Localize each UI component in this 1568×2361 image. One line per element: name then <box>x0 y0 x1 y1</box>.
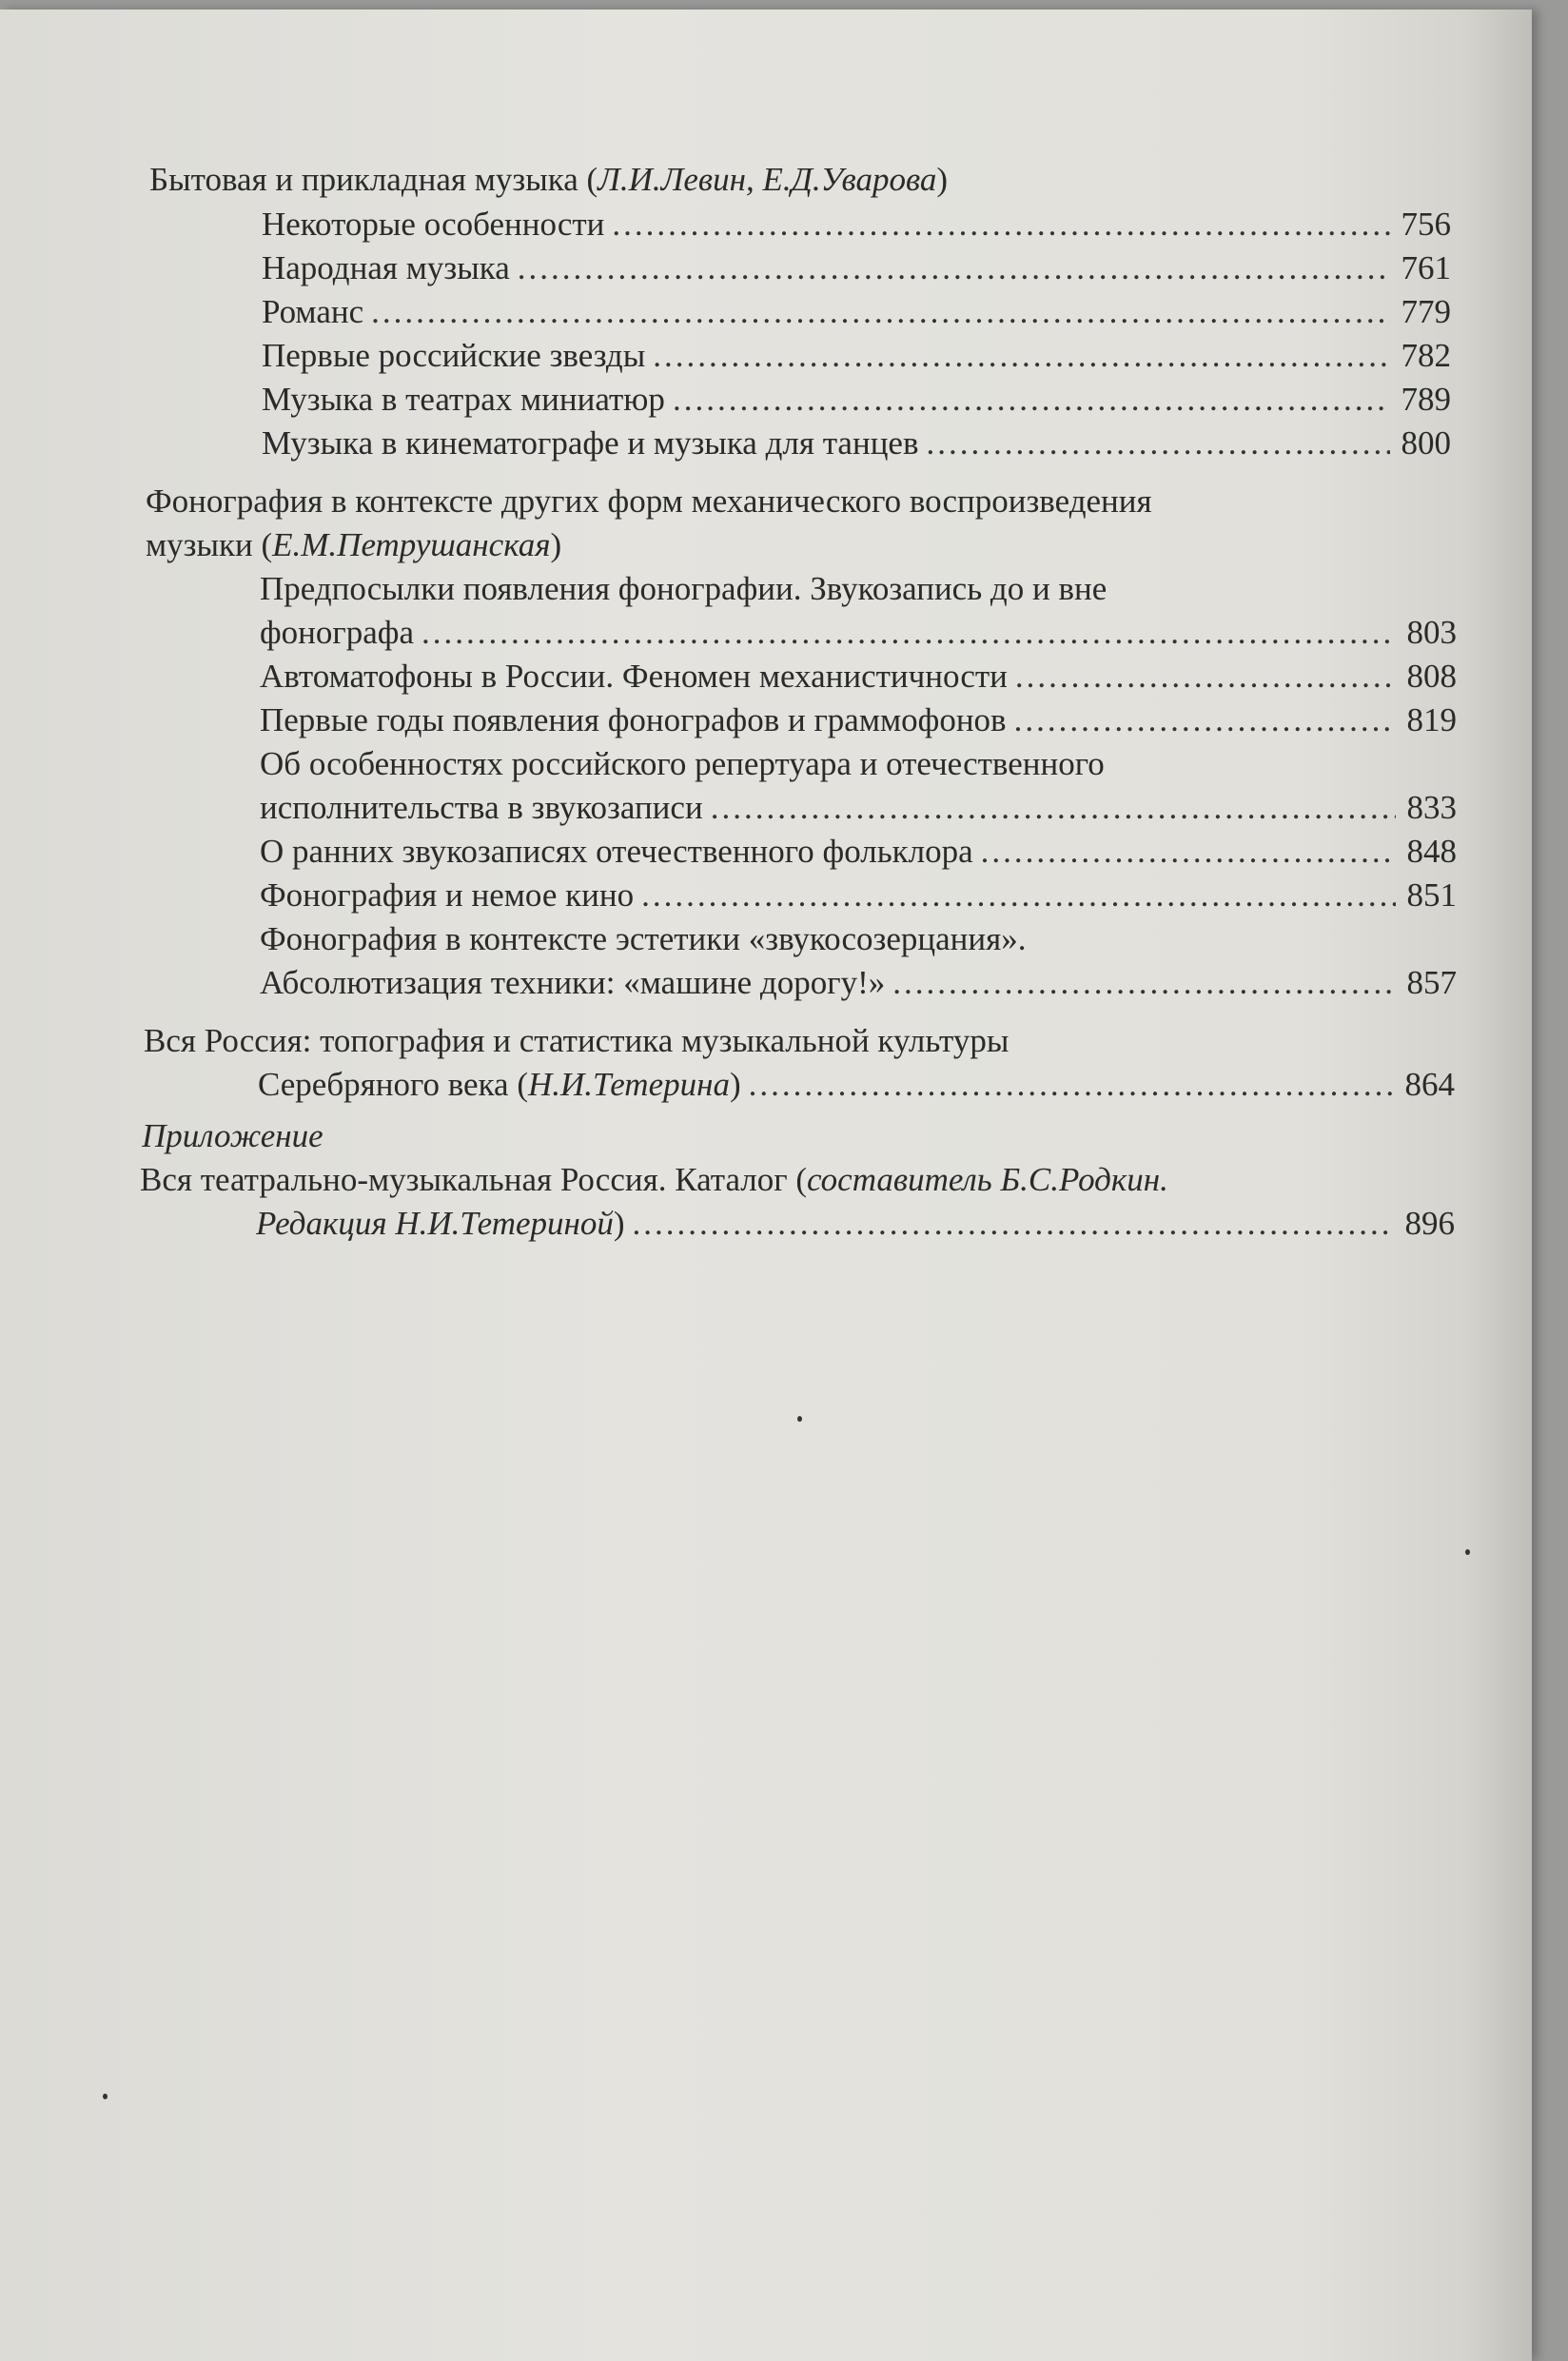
entry-title: О ранних звукозаписях отечественного фольклора <box>260 833 973 870</box>
page-number: 800 <box>1401 424 1451 462</box>
appendix-heading-text: Приложение <box>142 1117 323 1154</box>
page-number: 779 <box>1401 293 1451 330</box>
toc-entry <box>262 290 1451 334</box>
entry-title: Некоторые особенности <box>262 206 605 243</box>
section-heading: Бытовая и прикладная музыка ( Л.И.Левин, Е.Д.Уварова ) <box>149 158 1453 202</box>
section-title: Вся Россия: топография и статистика музыкальной культуры <box>144 1022 1009 1059</box>
entry-title: Об особенностях российского репертуара и отечественного <box>260 745 1105 782</box>
section-title: Фонография в контексте других форм механического воспроизведения <box>146 482 1152 520</box>
toc-entry: Редакция Н.И.Тетериной ) ..... 896 <box>256 1202 1455 1246</box>
page-number: 896 <box>1404 1205 1455 1242</box>
appendix-editor: Редакция Н.И.Тетериной <box>256 1205 614 1242</box>
leader-dots <box>711 786 1396 830</box>
section-authors: Е.М.Петрушанская <box>272 526 551 563</box>
entry-title: фонографа <box>260 614 415 651</box>
appendix-title-text: Вся театрально-музыкальная Россия. Каталог <box>140 1161 788 1198</box>
toc-entry <box>260 874 1457 917</box>
page-number: 833 <box>1406 789 1457 826</box>
toc-entry <box>260 786 1457 830</box>
appendix-editor: составитель Б.С.Родкин. <box>807 1161 1168 1198</box>
page-number: 848 <box>1406 833 1457 870</box>
toc-entry <box>260 742 1457 786</box>
appendix-heading <box>142 1114 1455 1158</box>
section-heading <box>146 480 1459 523</box>
entry-title: Автоматофоны в России. Феномен механистичности <box>260 658 1008 695</box>
entry-title: Музыка в кинематографе и музыка для танцев <box>262 424 919 462</box>
leader-dots <box>892 961 1396 1005</box>
page-edge-shadow <box>1465 10 1532 2361</box>
section-title: Бытовая и прикладная музыка <box>149 161 578 198</box>
leader-dots <box>633 1202 1394 1246</box>
toc-entry <box>260 698 1457 742</box>
page-number: 789 <box>1401 381 1451 418</box>
leader-dots <box>421 611 1396 655</box>
leader-dots <box>641 874 1396 917</box>
entry-title: Фонография в контексте эстетики «звукосозерцания». <box>260 920 1027 957</box>
page-number: 808 <box>1406 658 1457 695</box>
paper-speck <box>103 2094 108 2099</box>
entry-title: Музыка в театрах миниатюр <box>262 381 665 418</box>
page-number: 857 <box>1406 964 1457 1001</box>
toc-entry <box>262 422 1451 465</box>
section-title: музыки <box>146 526 253 563</box>
leader-dots <box>749 1063 1394 1107</box>
page-number: 864 <box>1404 1066 1455 1103</box>
leader-dots <box>926 422 1390 465</box>
page-number: 782 <box>1401 337 1451 374</box>
leader-dots <box>1014 698 1396 742</box>
page-number: 803 <box>1406 614 1457 651</box>
toc-entry <box>262 246 1451 290</box>
entry-title: Абсолютизация техники: «машине дорогу!» <box>260 964 886 1001</box>
appendix-title: Вся театрально-музыкальная Россия. Каталог ( составитель Б.С.Родкин. <box>140 1158 1462 1202</box>
leader-dots <box>518 246 1390 290</box>
toc-entry <box>260 830 1457 874</box>
section-authors: Л.И.Левин, Е.Д.Уварова <box>598 161 937 198</box>
paper-speck <box>1465 1549 1470 1555</box>
toc-entry <box>260 655 1457 698</box>
leader-dots <box>612 203 1390 246</box>
leader-dots <box>371 290 1390 334</box>
leader-dots <box>1015 655 1396 698</box>
section-title: Серебряного века <box>258 1066 509 1103</box>
entry-title: Первые российские звезды <box>262 337 646 374</box>
toc-entry <box>260 961 1457 1005</box>
page-number: 851 <box>1406 876 1457 914</box>
toc-entry <box>262 334 1451 378</box>
leader-dots <box>981 830 1396 874</box>
entry-title: Романс <box>262 293 364 330</box>
leader-dots <box>673 378 1390 422</box>
section-authors: Н.И.Тетерина <box>527 1066 730 1103</box>
paper-speck <box>797 1416 802 1422</box>
page-number: 761 <box>1401 249 1451 286</box>
toc-entry <box>262 203 1451 246</box>
entry-title: Фонография и немое кино <box>260 876 635 914</box>
section-heading <box>144 1019 1457 1063</box>
page-number: 756 <box>1401 206 1451 243</box>
page-number: 819 <box>1406 701 1457 738</box>
section-heading: музыки ( Е.М.Петрушанская ) <box>146 523 1459 567</box>
entry-title: Предпосылки появления фонографии. Звукозапись до и вне <box>260 570 1107 607</box>
toc-entry: Серебряного века ( Н.И.Тетерина ) ..... 864 <box>258 1063 1455 1107</box>
entry-title: Первые годы появления фонографов и граммофонов <box>260 701 1007 738</box>
entry-title: Народная музыка <box>262 249 510 286</box>
toc-entry <box>260 567 1459 611</box>
toc-entry <box>262 378 1451 422</box>
entry-title: исполнительства в звукозаписи <box>260 789 703 826</box>
toc-entry <box>260 917 1457 961</box>
book-page <box>0 10 1532 2361</box>
leader-dots <box>653 334 1390 378</box>
toc-entry <box>260 611 1457 655</box>
